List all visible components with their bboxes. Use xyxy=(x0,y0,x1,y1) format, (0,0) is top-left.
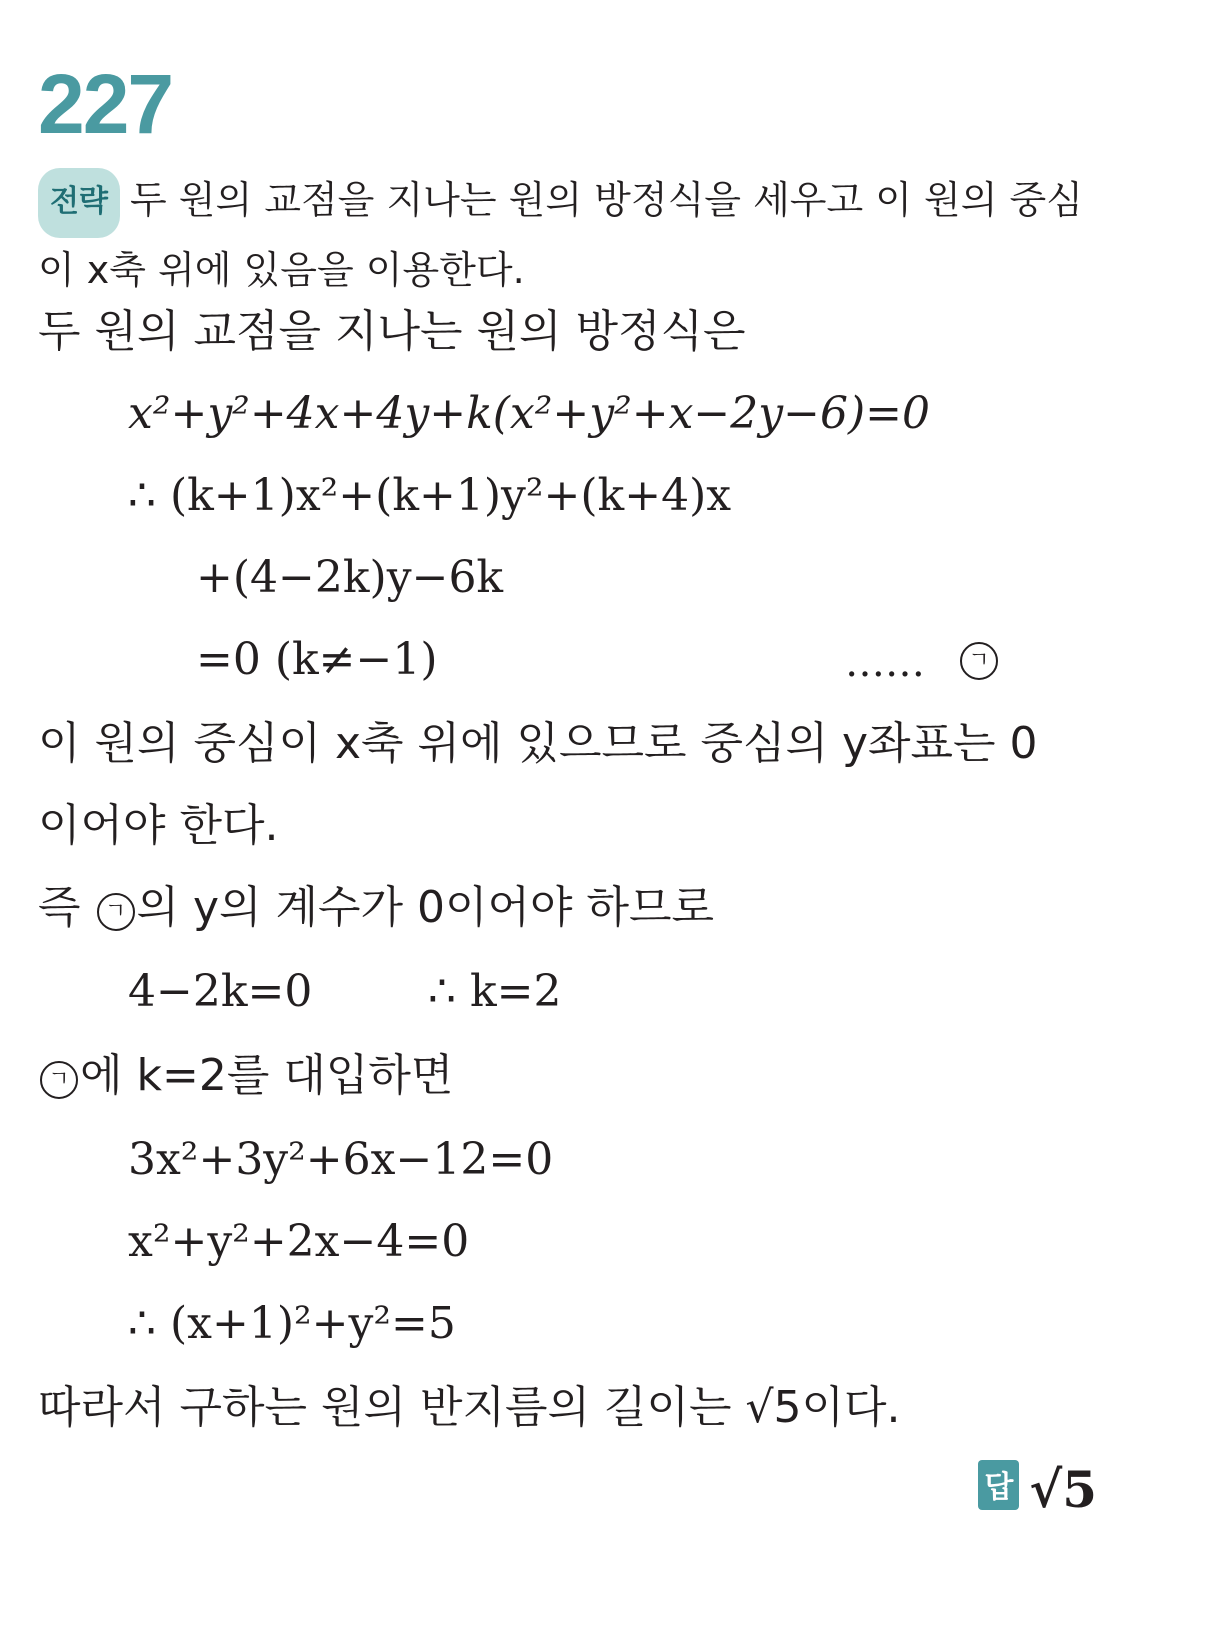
equation-3: +(4−2k)y−6k xyxy=(196,552,504,603)
answer-block xyxy=(978,1460,1097,1519)
solution-line-4 xyxy=(38,882,715,933)
equation-4: =0 (k≠−1) xyxy=(196,634,438,685)
circled-giyeok-icon: ㄱ xyxy=(97,893,135,931)
answer-value: √5 xyxy=(1029,1460,1097,1519)
solution-line-5 xyxy=(38,1050,454,1101)
equation-7: x²+y²+2x−4=0 xyxy=(128,1216,470,1267)
equation-2: ∴ (k+1)x²+(k+1)y²+(k+4)x xyxy=(128,470,732,521)
answer-badge: 답 xyxy=(978,1460,1019,1510)
equation-1: x²+y²+4x+4y+k(x²+y²+x−2y−6)=0 xyxy=(128,388,931,439)
strategy-line-1 xyxy=(38,168,1083,238)
solution-line-1: 두 원의 교점을 지나는 원의 방정식은 xyxy=(38,306,746,357)
solution-line-2: 이 원의 중심이 x축 위에 있으므로 중심의 y좌표는 0 xyxy=(38,718,1038,769)
equation-5: 4−2k=0 xyxy=(128,966,313,1017)
equation-5-result: ∴ k=2 xyxy=(428,966,562,1017)
circled-giyeok-icon: ㄱ xyxy=(40,1061,78,1099)
problem-number: 227 xyxy=(38,57,173,151)
strategy-block xyxy=(38,168,1083,302)
solution-line-3: 이어야 한다. xyxy=(38,800,279,851)
circled-label xyxy=(958,642,1000,680)
line-5-suffix: 에 k=2를 대입하면 xyxy=(80,1050,454,1101)
strategy-text-1: 두 원의 교점을 지나는 원의 방정식을 세우고 이 원의 중심 xyxy=(129,178,1083,222)
equation-6: 3x²+3y²+6x−12=0 xyxy=(128,1134,554,1185)
line-4-suffix: 의 y의 계수가 0이어야 하므로 xyxy=(136,882,715,933)
strategy-text-2: 이 x축 위에 있음을 이용한다. xyxy=(38,248,525,292)
line-4-prefix: 즉 xyxy=(38,882,81,933)
equation-8: ∴ (x+1)²+y²=5 xyxy=(128,1298,456,1349)
ellipsis: …… xyxy=(845,640,925,686)
solution-line-6: 따라서 구하는 원의 반지름의 길이는 √5이다. xyxy=(38,1382,901,1433)
strategy-badge: 전략 xyxy=(38,168,120,238)
circled-giyeok-icon: ㄱ xyxy=(960,642,998,680)
